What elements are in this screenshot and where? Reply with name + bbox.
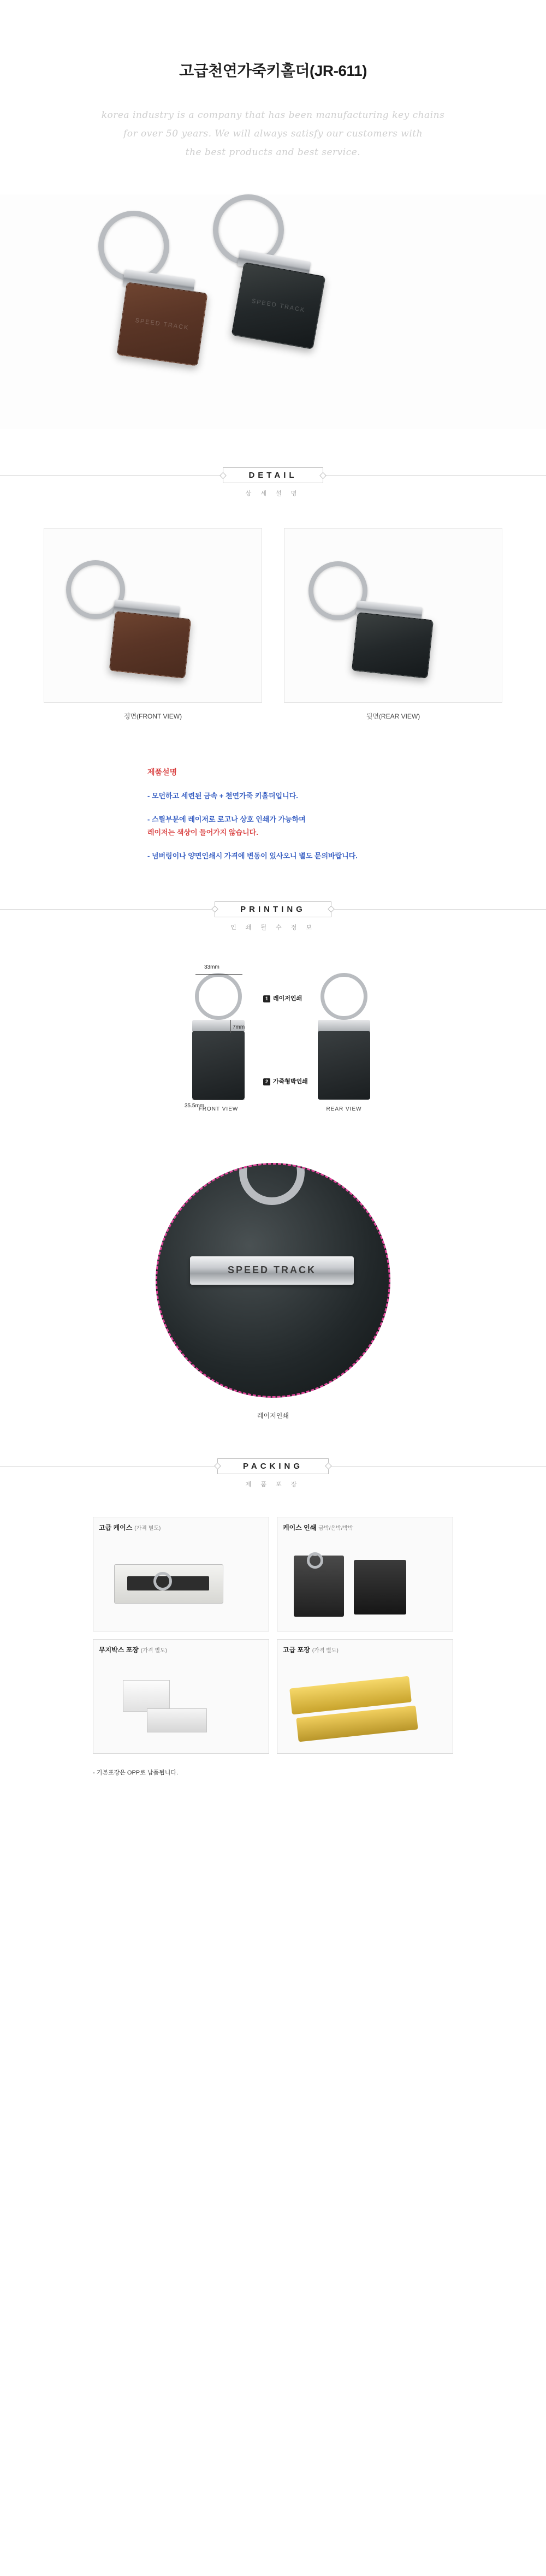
detail-caption-front: 정면(FRONT VIEW) bbox=[123, 713, 182, 720]
printing-section-subtitle: 인 쇄 뒬 수 정 보 bbox=[230, 924, 316, 931]
tagline-line-1: korea industry is a company that has been manufacturing key chains bbox=[101, 110, 445, 121]
packing-label-text-1: 고급 케이스 bbox=[99, 1523, 133, 1532]
detail-section-subtitle: 상 세 설 명 bbox=[245, 490, 301, 497]
callout-leather-foil-print bbox=[263, 1077, 308, 1085]
brown-leather-tab bbox=[109, 611, 192, 679]
detail-item-front bbox=[44, 528, 262, 721]
printing-front-caption: FRONT VIEW bbox=[198, 1106, 239, 1112]
packing-sub-3: (가격 별도) bbox=[140, 1647, 167, 1654]
packing-cell-gold-wrap bbox=[277, 1639, 453, 1754]
dimension-plate-height: 7mm bbox=[233, 1024, 245, 1030]
tagline-line-2: for over 50 years. We will always satisfy our customers with bbox=[123, 128, 423, 139]
description-line-2-text: - 스틸부분에 레이저로 로고나 상호 인쇄가 가능하며 bbox=[147, 815, 306, 823]
detail-caption-rear: 뒷면(REAR VIEW) bbox=[366, 713, 420, 720]
callout-label-1: 레이저인쇄 bbox=[273, 995, 302, 1002]
detail-photo-rear bbox=[284, 528, 502, 703]
callout-laser-print bbox=[263, 994, 302, 1002]
description-title: 제품설명 bbox=[147, 768, 177, 776]
split-ring-icon bbox=[239, 1163, 305, 1205]
page-title: 고급천연가죽키홀더(JR-611) bbox=[179, 62, 367, 79]
packing-sub-2: 금박/은박/박박 bbox=[318, 1525, 353, 1532]
printing-front-figure bbox=[175, 973, 262, 1104]
black-leather-tab-2 bbox=[318, 1031, 370, 1100]
packing-label-3 bbox=[99, 1645, 263, 1654]
laser-engraved-plate: SPEED TRACK bbox=[190, 1256, 354, 1285]
printing-rear-figure bbox=[300, 973, 388, 1104]
detail-section-header bbox=[0, 467, 546, 501]
dimension-body-width: 35.5mm bbox=[185, 1102, 205, 1109]
packing-label-4 bbox=[283, 1645, 447, 1654]
packing-section-title: PACKING bbox=[217, 1458, 329, 1474]
description-line-2 bbox=[147, 813, 502, 840]
laser-zoom-figure bbox=[0, 1163, 546, 1420]
packing-sub-1: (가격 별도) bbox=[134, 1525, 161, 1532]
printing-section-title: PRINTING bbox=[215, 901, 331, 917]
dimension-plate-line bbox=[230, 1020, 231, 1033]
hero-header bbox=[0, 0, 546, 162]
zoom-circle bbox=[156, 1163, 390, 1398]
black-keychain-figure bbox=[197, 194, 404, 413]
split-ring-icon-2 bbox=[307, 1552, 323, 1569]
packing-label-1 bbox=[99, 1523, 263, 1532]
product-description bbox=[44, 767, 502, 863]
description-line-3: - 넘버링이나 양면인쇄시 가격에 변동이 있사오니 별도 문의바랍니다. bbox=[147, 852, 358, 860]
packing-label-text-3: 무지박스 포장 bbox=[99, 1646, 139, 1654]
brown-emboss-text: SPEED TRACK bbox=[134, 317, 190, 331]
packing-section-header bbox=[0, 1458, 546, 1492]
printing-diagram bbox=[104, 963, 442, 1143]
packing-label-text-2: 케이스 인쇄 bbox=[283, 1523, 317, 1532]
footer-spacer bbox=[0, 1777, 546, 1815]
hero-tagline bbox=[0, 106, 546, 162]
printing-section-header bbox=[0, 901, 546, 935]
description-line-1: - 모던하고 세련된 금속 + 천연가죽 키홀더입니다. bbox=[147, 792, 298, 800]
packing-section-subtitle: 제 품 포 장 bbox=[245, 1481, 301, 1488]
packing-art-1 bbox=[101, 1536, 261, 1624]
black-leather-tab bbox=[352, 612, 434, 679]
callout-number-1: 1 bbox=[263, 995, 270, 1002]
black-leather-tab bbox=[231, 262, 325, 349]
packing-note: - 기본포장은 OPP로 납품됩니다. bbox=[93, 1769, 179, 1776]
split-ring-icon bbox=[195, 973, 242, 1020]
metal-plate-2 bbox=[318, 1020, 370, 1032]
plain-box-base bbox=[147, 1708, 207, 1732]
split-ring-icon-2 bbox=[321, 973, 367, 1020]
detail-item-rear bbox=[284, 528, 502, 721]
tagline-line-3: the best products and best service. bbox=[185, 147, 361, 158]
packing-art-4 bbox=[285, 1658, 445, 1747]
description-line-2-red: 레이저는 색상이 들어가지 않습니다. bbox=[147, 828, 258, 837]
packing-label-text-4: 고급 포장 bbox=[283, 1646, 310, 1654]
detail-photo-grid bbox=[44, 528, 502, 721]
packing-art-2 bbox=[285, 1536, 445, 1624]
packing-cell-premium-case bbox=[93, 1517, 269, 1631]
black-emboss-text: SPEED TRACK bbox=[251, 298, 306, 314]
packing-grid bbox=[93, 1517, 453, 1754]
dimension-ring-diameter: 33mm bbox=[204, 964, 219, 970]
packing-cell-case-printing bbox=[277, 1517, 453, 1631]
detail-section-title: DETAIL bbox=[223, 467, 323, 483]
packing-cell-plain-box bbox=[93, 1639, 269, 1754]
printed-case-dark-2 bbox=[354, 1560, 406, 1615]
dimension-ring-line bbox=[195, 974, 242, 975]
main-product-photo bbox=[0, 194, 546, 429]
packing-label-2 bbox=[283, 1523, 447, 1532]
callout-number-2: 2 bbox=[263, 1078, 270, 1085]
detail-photo-front bbox=[44, 528, 262, 703]
callout-label-2: 가죽형박인쇄 bbox=[273, 1078, 308, 1085]
black-leather-tab bbox=[192, 1031, 245, 1100]
plain-box-lid bbox=[123, 1680, 170, 1712]
printing-rear-caption: REAR VIEW bbox=[326, 1106, 362, 1112]
packing-art-3 bbox=[101, 1658, 261, 1747]
brown-leather-tab bbox=[116, 282, 207, 366]
zoom-caption: 레이저인쇄 bbox=[257, 1411, 289, 1420]
split-ring-icon bbox=[153, 1572, 172, 1590]
packing-sub-4: (가격 별도) bbox=[312, 1647, 339, 1654]
